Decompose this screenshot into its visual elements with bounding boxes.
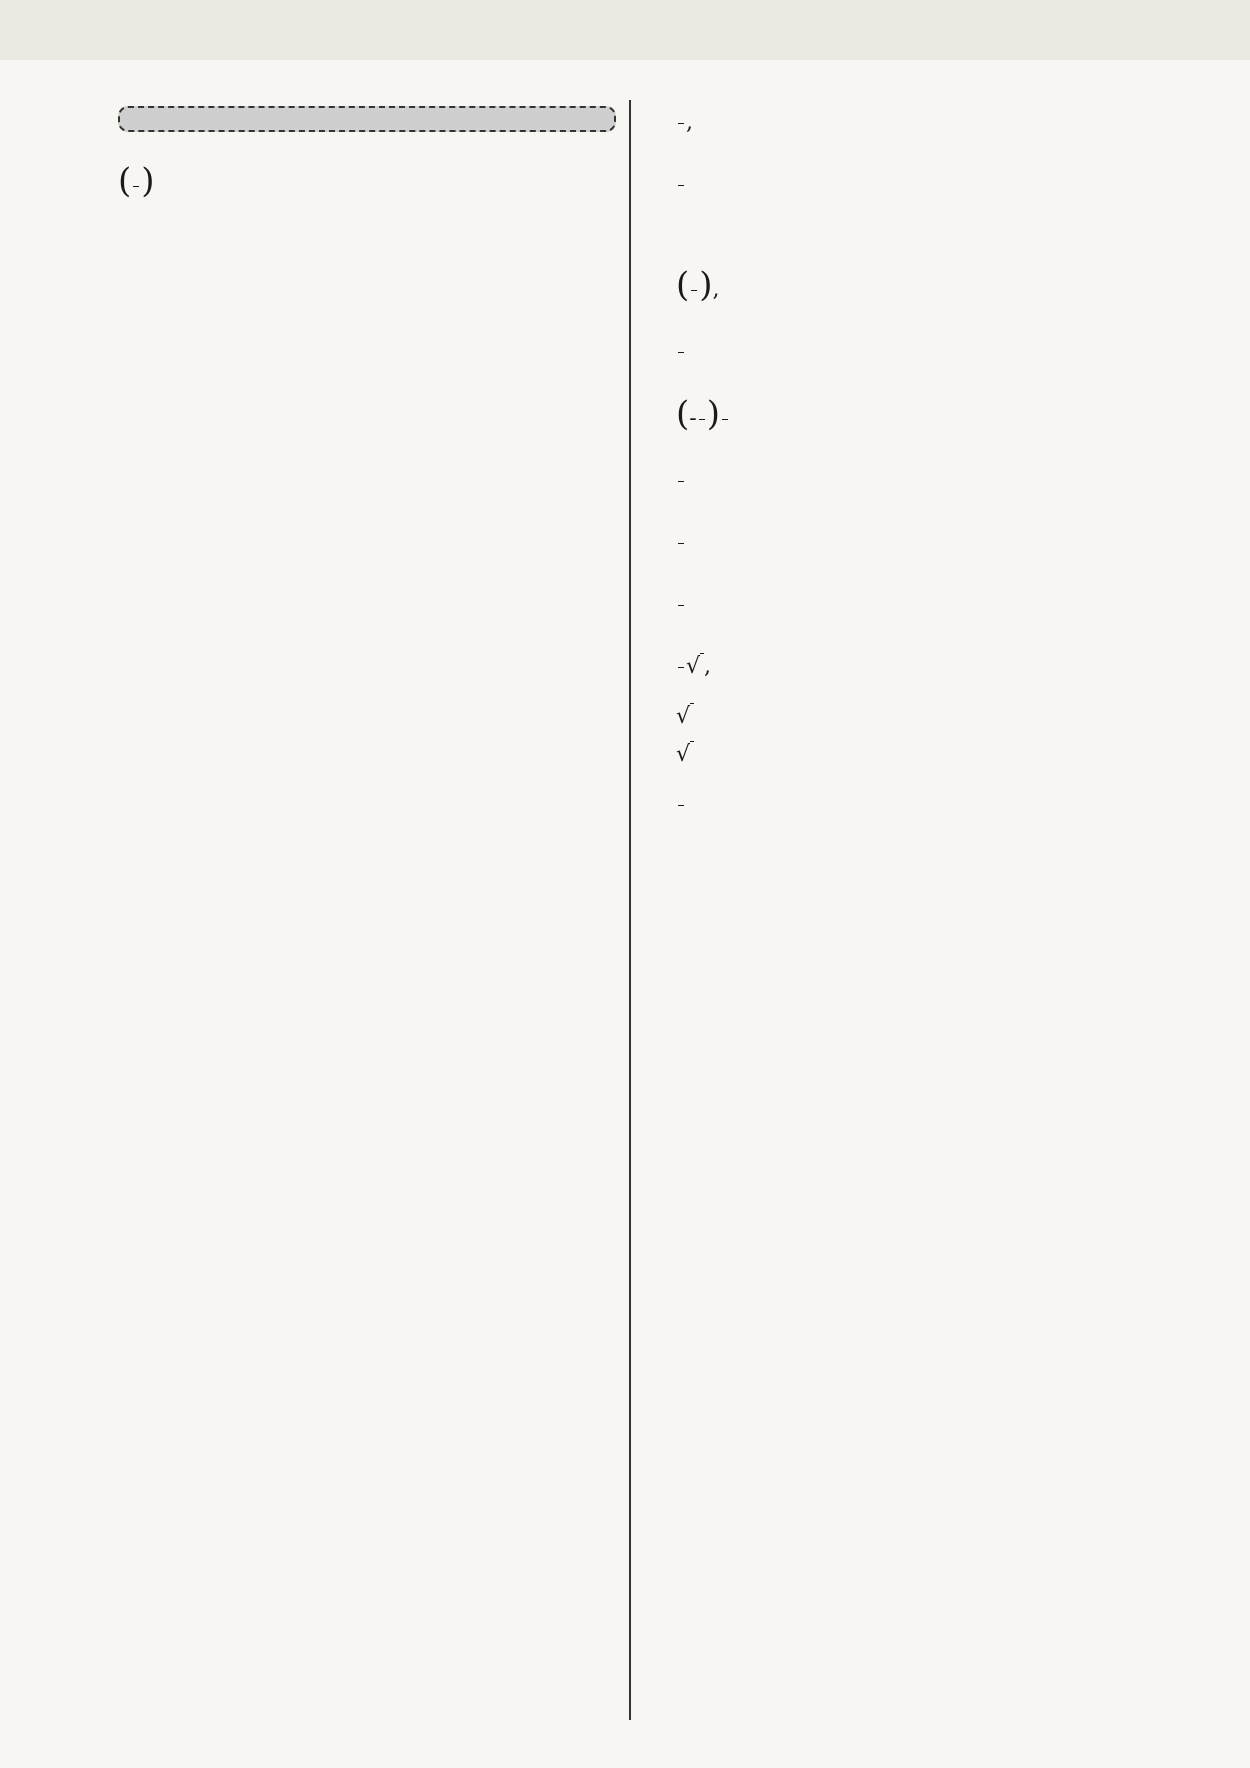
- fraction: [678, 185, 684, 186]
- paren-left: (: [118, 161, 132, 201]
- numerator: [722, 419, 728, 420]
- numerator: [699, 419, 705, 420]
- solution-line: [676, 450, 1174, 512]
- column-divider: [629, 100, 631, 1720]
- solution-line: (- ): [676, 383, 1174, 450]
- numerator: [678, 352, 684, 353]
- paren-right: ): [141, 161, 155, 201]
- numerator: [678, 185, 684, 186]
- numerator: [678, 481, 684, 482]
- radicand: [690, 741, 694, 767]
- solution-line: [676, 512, 1174, 574]
- numerator: [678, 123, 684, 124]
- solution-line: ,: [676, 92, 1174, 154]
- fraction: [699, 419, 705, 420]
- score-line: [676, 216, 1174, 254]
- fraction: [678, 352, 684, 353]
- numerator: [678, 543, 684, 544]
- fraction: [678, 543, 684, 544]
- numerator: [678, 605, 684, 606]
- solution-line: [676, 154, 1174, 216]
- fraction: [678, 481, 684, 482]
- numerator: [678, 805, 684, 806]
- numerator: [133, 186, 139, 187]
- tips-box: [118, 106, 616, 132]
- fraction: [133, 186, 139, 187]
- left-column: [118, 92, 616, 217]
- fraction: [678, 805, 684, 806]
- numerator: [691, 290, 697, 291]
- right-column: [676, 92, 1174, 836]
- analysis-step-2-formula: [118, 150, 616, 217]
- fraction: [691, 290, 697, 291]
- solution-line: [676, 774, 1174, 836]
- page-header-band: [0, 0, 1250, 60]
- solution-line: √: [676, 698, 1174, 736]
- fraction: [678, 667, 684, 668]
- solution-line: [676, 321, 1174, 383]
- fraction: [678, 123, 684, 124]
- radicand: [690, 703, 694, 729]
- solution-line: ( ),: [676, 265, 720, 305]
- solution-line: √ ,: [676, 636, 1174, 698]
- fraction: [722, 419, 728, 420]
- fraction: [678, 605, 684, 606]
- solution-line: √: [676, 736, 1174, 774]
- solution-line: [676, 574, 1174, 636]
- numerator: [678, 667, 684, 668]
